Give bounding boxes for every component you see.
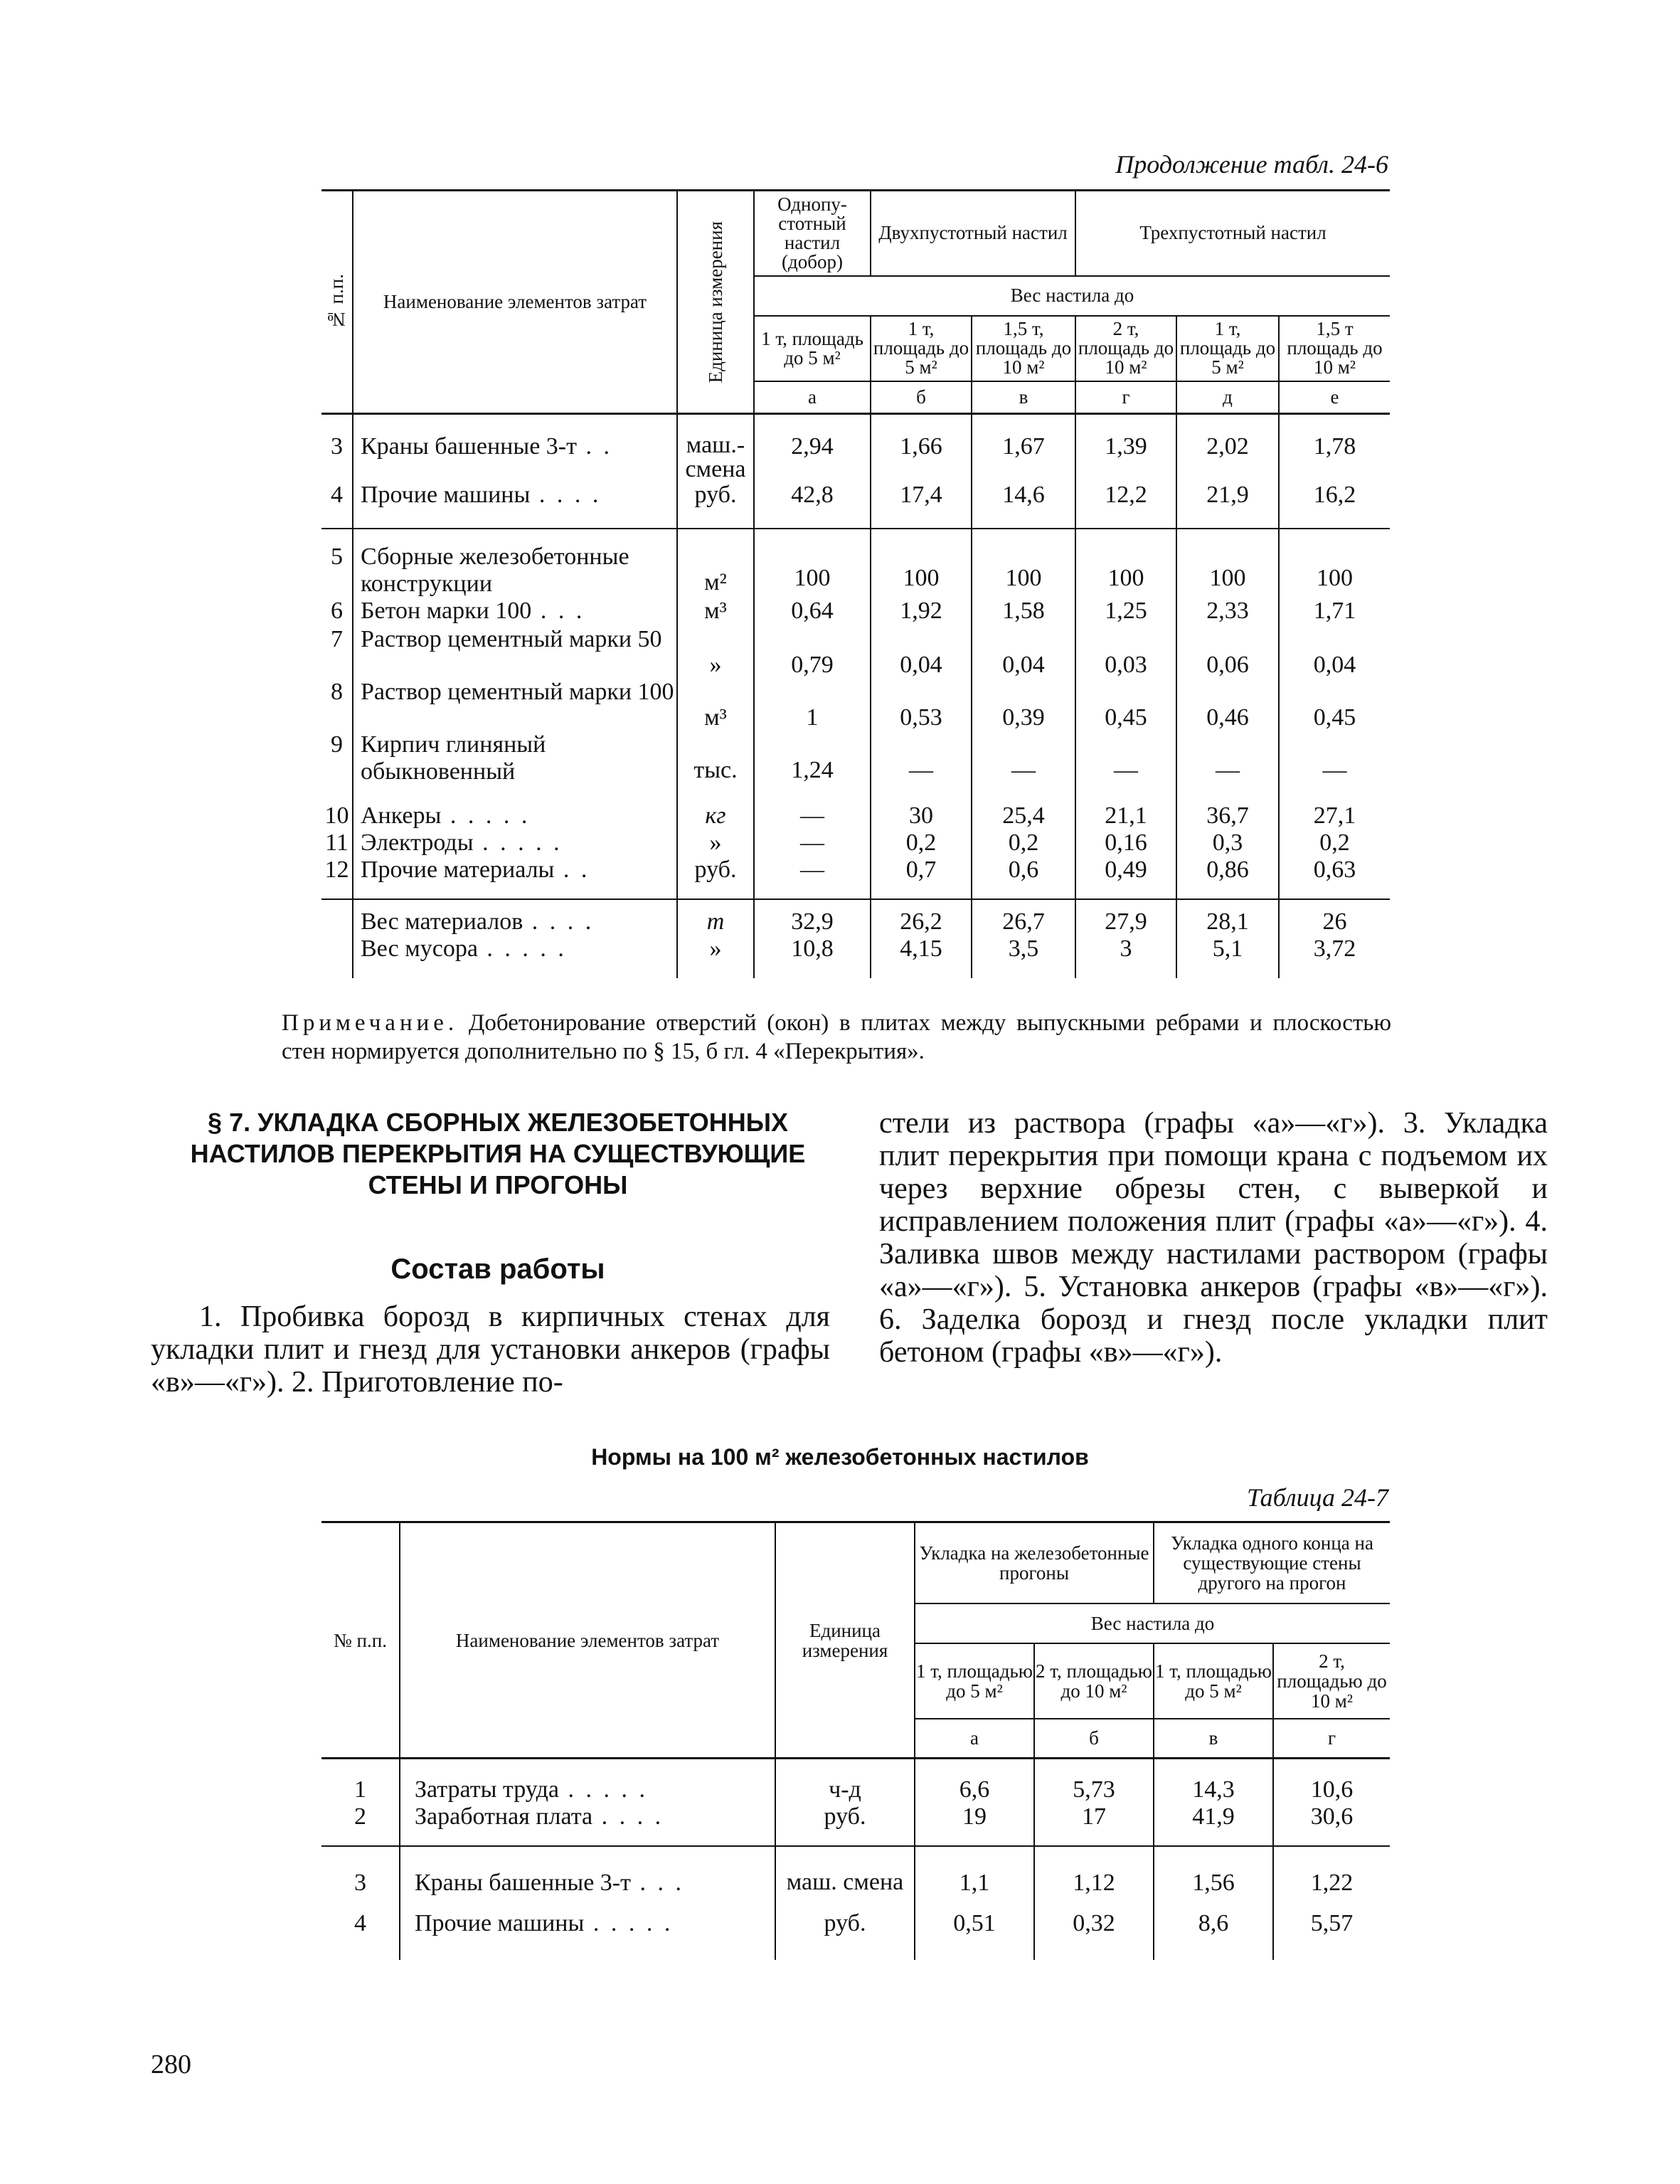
cell-value: 100: [1176, 529, 1279, 598]
row-num: [321, 935, 353, 978]
row-name: Заработная плата . . . .: [400, 1803, 775, 1846]
cell-value: 21,9: [1176, 482, 1279, 529]
cell-value: 0,04: [972, 626, 1075, 679]
cell-value: 0,2: [1319, 829, 1350, 856]
row-unit: »: [677, 935, 754, 978]
cell-value: 17,4: [871, 482, 972, 529]
col-letter: б: [871, 381, 972, 414]
col-header-a: 1 т, площадью до 5 м²: [915, 1643, 1034, 1719]
col-letter: д: [1176, 381, 1279, 414]
row-name: Бетон марки 100 . . .: [353, 598, 677, 626]
col-header-weight: Вес настила до: [754, 276, 1390, 316]
row-num: 10: [324, 802, 349, 829]
table-note: Примечание. Добетонирование отверстий (окон) в плитах между выпускными ребрами и плоскостью стен нормируется дополнительно по § 15, б гл. 4 «Перекрытия».: [282, 1010, 1392, 1064]
cell-value: 0,45: [1313, 704, 1356, 731]
row-num: 9: [331, 731, 343, 758]
col-letter: в: [972, 381, 1075, 414]
cell-value: 0,79: [754, 626, 871, 679]
row-num: 11: [325, 829, 349, 856]
cell-value: 26: [1322, 908, 1347, 935]
col-header-unit: Единица измерения: [775, 1522, 915, 1759]
cell-value: 12,2: [1075, 482, 1176, 529]
row-num: 3: [321, 414, 353, 482]
row-unit: т: [677, 899, 754, 935]
cell-value: 27,9: [1075, 899, 1176, 935]
col-header-name: Наименование элементов затрат: [353, 191, 677, 414]
row-name: Краны башенные 3-т . .: [353, 414, 677, 482]
cell-value: 30: [871, 802, 972, 829]
row-unit: руб.: [775, 1910, 915, 1960]
cell-value: 0,2: [972, 829, 1075, 857]
cell-value: 0,53: [871, 679, 972, 731]
cell-value: 1,66: [871, 414, 972, 482]
cell-value: 4,15: [871, 935, 972, 978]
section-heading: § 7. УКЛАДКА СБОРНЫХ ЖЕЛЕЗОБЕТОННЫХ НАСТИЛОВ ПЕРЕКРЫТИЯ НА СУЩЕСТВУЮЩИЕ СТЕНЫ И ПРОГОНЫ: [190, 1108, 806, 1199]
col-header-triple: Трехпустотный настил: [1075, 191, 1390, 276]
row-name: Затраты труда . . . . .: [400, 1759, 775, 1804]
cell-value: 0,46: [1176, 679, 1279, 731]
row-num: 5: [331, 544, 343, 570]
col-header-single: Однопу-стотный настил (добор): [754, 191, 871, 276]
cell-value: 1,22: [1310, 1870, 1354, 1896]
cell-value: 0,63: [1279, 857, 1390, 899]
col-letter: г: [1273, 1719, 1390, 1759]
row-num: 12: [321, 857, 353, 899]
cell-value: 1,58: [972, 598, 1075, 626]
cell-value: —: [754, 829, 871, 857]
cell-value: 26,7: [972, 899, 1075, 935]
col-header-v: 1,5 т, площадь до 10 м²: [972, 316, 1075, 381]
row-num: 4: [354, 1910, 366, 1936]
cell-value: 0,51: [915, 1910, 1034, 1960]
col-header-b: 2 т, площадью до 10 м²: [1034, 1643, 1154, 1719]
cell-value: 3: [1075, 935, 1176, 978]
row-name: Электроды . . . . .: [353, 829, 677, 857]
col-header-g: 2 т, площадь до 10 м²: [1075, 316, 1176, 381]
cell-value: 36,7: [1176, 802, 1279, 829]
row-unit: ч-д: [775, 1759, 915, 1804]
col-letter: б: [1034, 1719, 1154, 1759]
row-unit: »: [677, 626, 754, 679]
row-num: 4: [321, 482, 353, 529]
cell-value: 100: [871, 529, 972, 598]
row-name: Раствор цементный марки 100: [353, 679, 677, 731]
cell-value: 5,1: [1176, 935, 1279, 978]
cell-value: 21,1: [1075, 802, 1176, 829]
cell-value: 0,64: [754, 598, 871, 626]
row-unit: маш.-смена: [677, 414, 754, 482]
cell-value: 0,6: [972, 857, 1075, 899]
row-unit: м³: [677, 679, 754, 731]
cell-value: —: [754, 802, 871, 829]
cell-value: 0,2: [871, 829, 972, 857]
col-letter: е: [1279, 381, 1390, 414]
row-name: Раствор цементный марки 50: [353, 626, 677, 679]
cell-value: 2,33: [1176, 598, 1279, 626]
cell-value: 1,39: [1075, 414, 1176, 482]
row-name: Сборные железобетонные конструкции: [353, 529, 677, 598]
col-header-weight: Вес настила до: [915, 1603, 1390, 1643]
cell-value: —: [1322, 757, 1347, 783]
cell-value: 28,1: [1176, 899, 1279, 935]
cell-value: 1,56: [1154, 1846, 1273, 1910]
col-header-g2: Укладка одного конца на существующие стены другого на прогон: [1154, 1522, 1390, 1603]
row-unit: »: [677, 829, 754, 857]
col-letter: а: [915, 1719, 1034, 1759]
cell-value: 5,57: [1310, 1910, 1354, 1936]
cell-value: 14,3: [1154, 1759, 1273, 1804]
col-letter: г: [1075, 381, 1176, 414]
cell-value: —: [972, 731, 1075, 802]
table-24-7: [321, 1521, 1390, 1960]
cell-value: 27,1: [1313, 802, 1356, 829]
cell-value: 10,6: [1273, 1759, 1390, 1804]
row-unit: м³: [677, 598, 754, 626]
col-header-unit: Единица измерения: [677, 191, 754, 414]
cell-value: 100: [972, 529, 1075, 598]
row-num: 6: [331, 598, 343, 624]
body-text-left: 1. Пробивка борозд в кирпичных стенах для укладки плит и гнезд для установки анкеров (графы «в»—«г»). 2. Приготовление по-: [151, 1300, 830, 1399]
col-header-e: 1,5 т площадь до 10 м²: [1279, 316, 1390, 381]
cell-value: 16,2: [1279, 482, 1390, 529]
cell-value: 5,73: [1034, 1759, 1154, 1804]
col-header-v: 1 т, площадью до 5 м²: [1154, 1643, 1273, 1719]
cell-value: 30,6: [1273, 1803, 1390, 1846]
row-name: Анкеры . . . . .: [353, 802, 677, 829]
row-num: 8: [331, 679, 343, 705]
row-name: Прочие машины . . . . .: [400, 1910, 775, 1960]
row-num: [321, 899, 353, 935]
table-continuation-label: Продолжение табл. 24-6: [1115, 150, 1388, 179]
row-name: Вес мусора . . . . .: [353, 935, 677, 978]
page-number: 280: [151, 2050, 191, 2079]
cell-value: 42,8: [754, 482, 871, 529]
cell-value: —: [871, 731, 972, 802]
cell-value: 8,6: [1154, 1910, 1273, 1960]
cell-value: 6,6: [915, 1759, 1034, 1804]
col-header-double: Двухпустотный настил: [871, 191, 1075, 276]
row-unit: м²: [677, 529, 754, 598]
row-num: 3: [354, 1870, 366, 1896]
col-header-b: 1 т, площадь до 5 м²: [871, 316, 972, 381]
col-letter: в: [1154, 1719, 1273, 1759]
cell-value: 1,1: [915, 1846, 1034, 1910]
cell-value: 0,32: [1034, 1910, 1154, 1960]
cell-value: 1,71: [1313, 598, 1356, 624]
col-header-d: 1 т, площадь до 5 м²: [1176, 316, 1279, 381]
row-num: 7: [331, 626, 343, 652]
cell-value: 100: [1317, 565, 1353, 591]
row-unit: кг: [677, 802, 754, 829]
col-header-num: № п.п.: [321, 1522, 400, 1759]
row-unit: руб.: [677, 482, 754, 529]
cell-value: 1,24: [754, 731, 871, 802]
col-header-name: Наименование элементов затрат: [400, 1522, 775, 1759]
row-num: 1: [321, 1759, 400, 1804]
row-unit: руб.: [775, 1803, 915, 1846]
cell-value: 100: [754, 529, 871, 598]
cell-value: 19: [915, 1803, 1034, 1846]
table-24-6: [321, 189, 1390, 978]
col-header-a: 1 т, площадь до 5 м²: [754, 316, 871, 381]
row-unit: руб.: [677, 857, 754, 899]
cell-value: 0,7: [871, 857, 972, 899]
cell-value: —: [1176, 731, 1279, 802]
cell-value: 0,16: [1075, 829, 1176, 857]
row-name: Вес материалов . . . .: [353, 899, 677, 935]
row-name: Краны башенные 3-т . . .: [400, 1846, 775, 1910]
row-unit: тыс.: [677, 731, 754, 802]
section-subheading: Состав работы: [390, 1253, 605, 1285]
cell-value: 3,5: [972, 935, 1075, 978]
cell-value: 0,39: [972, 679, 1075, 731]
cell-value: 0,49: [1075, 857, 1176, 899]
row-num: 2: [321, 1803, 400, 1846]
cell-value: 2,94: [754, 414, 871, 482]
col-header-num: № п.п.: [321, 191, 353, 414]
cell-value: 41,9: [1154, 1803, 1273, 1846]
table2-label: Таблица 24-7: [1246, 1483, 1388, 1512]
cell-value: 14,6: [972, 482, 1075, 529]
row-name: Прочие машины . . . .: [353, 482, 677, 529]
cell-value: 17: [1034, 1803, 1154, 1846]
cell-value: 0,86: [1176, 857, 1279, 899]
col-header-g: 2 т, площадью до 10 м²: [1273, 1643, 1390, 1719]
cell-value: 0,3: [1176, 829, 1279, 857]
col-letter: а: [754, 381, 871, 414]
cell-value: 1,67: [972, 414, 1075, 482]
cell-value: 1,78: [1279, 414, 1390, 482]
table2-title: Нормы на 100 м² железобетонных настилов: [591, 1444, 1089, 1470]
cell-value: 26,2: [871, 899, 972, 935]
cell-value: 10,8: [754, 935, 871, 978]
cell-value: 32,9: [754, 899, 871, 935]
row-name: Прочие материалы . .: [353, 857, 677, 899]
cell-value: 1,92: [871, 598, 972, 626]
cell-value: 3,72: [1313, 935, 1356, 962]
cell-value: 0,04: [1313, 652, 1356, 678]
cell-value: 100: [1075, 529, 1176, 598]
cell-value: 0,04: [871, 626, 972, 679]
row-unit: маш. смена: [775, 1846, 915, 1910]
cell-value: 0,45: [1075, 679, 1176, 731]
body-text-right: стели из раствора (графы «а»—«г»). 3. Укладка плит перекрытия при помощи крана с подъемом их через верхние обрезы стен, с выверкой и исправлением положения плит (графы «а»—«г»). 4. Заливка швов между настилами раствором (графы «а»—«г»). 5. Установка анкеров (графы «в»—«г»). 6. Заделка борозд и гнезд после укладки плит бетоном (графы «в»—«г»).: [879, 1107, 1548, 1369]
cell-value: —: [754, 857, 871, 899]
cell-value: 25,4: [972, 802, 1075, 829]
cell-value: 1,12: [1034, 1846, 1154, 1910]
cell-value: 2,02: [1176, 414, 1279, 482]
cell-value: 1: [754, 679, 871, 731]
cell-value: —: [1075, 731, 1176, 802]
col-header-g1: Укладка на железобетонные прогоны: [915, 1522, 1154, 1603]
row-name: Кирпич глиняный обыкновенный: [353, 731, 677, 802]
cell-value: 0,06: [1176, 626, 1279, 679]
cell-value: 0,03: [1075, 626, 1176, 679]
cell-value: 1,25: [1075, 598, 1176, 626]
